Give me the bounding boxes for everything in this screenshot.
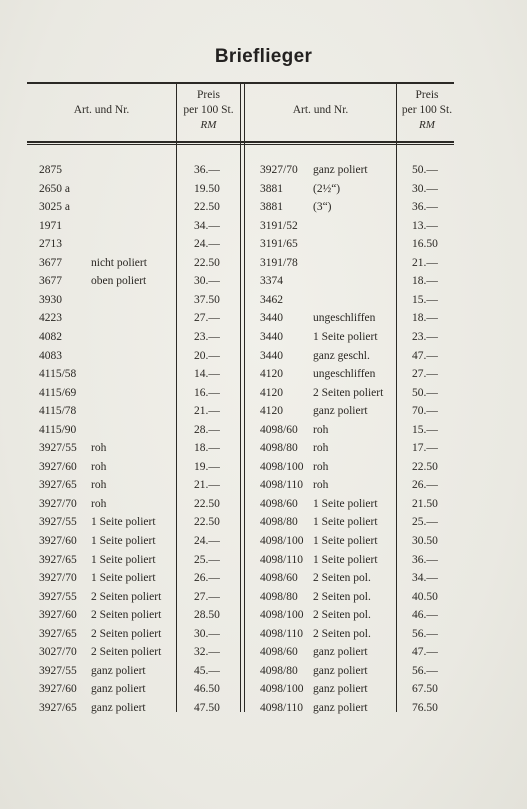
row-left-number: 4115/90 xyxy=(39,423,77,436)
row-left-number: 3927/65 xyxy=(39,627,77,640)
row-right-number: 4098/110 xyxy=(260,553,304,566)
row-left-description: roh xyxy=(91,479,107,492)
row-left-description: ganz poliert xyxy=(91,664,146,677)
row-right-description: ungeschliffen xyxy=(313,312,376,325)
row-left-price: 26.— xyxy=(194,572,220,585)
row-right-description: roh xyxy=(313,460,329,473)
row-right-number: 4098/80 xyxy=(260,442,298,455)
row-right-number: 4120 xyxy=(260,386,283,399)
row-left-price: 22.50 xyxy=(194,516,220,529)
row-right-price: 30.— xyxy=(412,182,438,195)
header-right-price-line1: Preis xyxy=(415,89,439,101)
row-left-price: 20.— xyxy=(194,349,220,362)
row-right-price: 17.— xyxy=(412,442,438,455)
table-row xyxy=(0,680,527,699)
row-right-price: 67.50 xyxy=(412,683,438,696)
row-left-description: 1 Seite poliert xyxy=(91,553,156,566)
table-row xyxy=(0,699,527,718)
table-row xyxy=(0,254,527,273)
row-left-number: 4082 xyxy=(39,330,62,343)
row-right-price: 15.— xyxy=(412,293,438,306)
row-right-number: 3191/52 xyxy=(260,219,298,232)
row-left-number: 4223 xyxy=(39,312,62,325)
header-left-item-label: Art. und Nr. xyxy=(73,104,130,116)
table-row xyxy=(0,217,527,236)
row-right-number: 3440 xyxy=(260,330,283,343)
row-left-price: 47.50 xyxy=(194,701,220,714)
row-left-description: roh xyxy=(91,497,107,510)
row-right-number: 4098/60 xyxy=(260,572,298,585)
row-right-price: 16.50 xyxy=(412,238,438,251)
row-right-description: 2 Seiten pol. xyxy=(313,627,371,640)
table-row xyxy=(0,643,527,662)
row-right-price: 34.— xyxy=(412,572,438,585)
row-left-number: 3930 xyxy=(39,293,62,306)
row-left-number: 3927/60 xyxy=(39,683,77,696)
row-left-price: 23.— xyxy=(194,330,220,343)
row-right-description: 1 Seite poliert xyxy=(313,553,378,566)
row-left-price: 27.— xyxy=(194,590,220,603)
row-left-number: 4083 xyxy=(39,349,62,362)
table-row xyxy=(0,551,527,570)
row-left-number: 3927/55 xyxy=(39,590,77,603)
row-right-number: 4098/110 xyxy=(260,479,304,492)
row-left-price: 46.50 xyxy=(194,683,220,696)
row-left-description: 1 Seite poliert xyxy=(91,516,156,529)
row-right-price: 23.— xyxy=(412,330,438,343)
row-left-description: 2 Seiten poliert xyxy=(91,627,162,640)
table-row xyxy=(0,347,527,366)
row-right-price: 21.50 xyxy=(412,497,438,510)
row-left-number: 3927/65 xyxy=(39,553,77,566)
row-right-number: 4098/100 xyxy=(260,535,304,547)
row-right-description: 2 Seiten pol. xyxy=(313,572,371,585)
row-left-number: 3927/70 xyxy=(39,497,77,510)
row-left-price: 22.50 xyxy=(194,497,220,510)
table-row xyxy=(0,402,527,421)
row-right-price: 46.— xyxy=(412,609,438,622)
row-right-description: (2½“) xyxy=(313,182,341,195)
header-left-price-line2: per 100 St. xyxy=(183,104,234,116)
row-left-number: 3927/60 xyxy=(39,609,77,622)
header-right-price xyxy=(397,88,457,133)
header-right-currency: RM xyxy=(419,119,435,131)
row-left-description: ganz poliert xyxy=(91,701,146,714)
row-left-number: 2650 a xyxy=(39,182,70,195)
row-left-description: 2 Seiten poliert xyxy=(91,646,162,659)
row-right-price: 56.— xyxy=(412,627,438,640)
row-right-price: 13.— xyxy=(412,219,438,232)
row-left-price: 27.— xyxy=(194,312,220,325)
row-right-description: 1 Seite poliert xyxy=(313,497,378,510)
row-left-price: 30.— xyxy=(194,627,220,640)
header-left-currency: RM xyxy=(200,119,217,131)
table-row xyxy=(0,532,527,551)
table-row xyxy=(0,606,527,625)
row-right-number: 3462 xyxy=(260,293,283,306)
row-right-description: 2 Seiten pol. xyxy=(313,590,371,603)
row-right-description: 2 Seiten pol. xyxy=(313,609,371,622)
row-right-price: 36.— xyxy=(412,553,438,566)
row-right-description: 2 Seiten poliert xyxy=(313,386,384,399)
row-right-number: 3440 xyxy=(260,312,283,325)
row-left-number: 3927/60 xyxy=(39,535,77,547)
table-row xyxy=(0,272,527,291)
table-row xyxy=(0,235,527,254)
table-row xyxy=(0,198,527,217)
row-right-number: 4098/80 xyxy=(260,516,298,529)
row-left-price: 21.— xyxy=(194,479,220,492)
table-row xyxy=(0,291,527,310)
row-right-number: 3374 xyxy=(260,275,283,288)
header-left-price-line1: Preis xyxy=(197,89,220,101)
row-right-number: 3881 xyxy=(260,182,283,195)
row-right-price: 27.— xyxy=(412,368,438,381)
row-right-number: 3881 xyxy=(260,201,283,214)
row-left-number: 3927/55 xyxy=(39,664,77,677)
row-right-description: ganz geschl. xyxy=(313,349,370,362)
row-left-description: 1 Seite poliert xyxy=(91,572,156,585)
row-right-price: 40.50 xyxy=(412,590,438,603)
row-left-number: 3025 a xyxy=(39,201,70,214)
row-left-number: 3027/70 xyxy=(39,646,77,659)
row-right-number: 3191/65 xyxy=(260,238,298,251)
row-right-price: 15.— xyxy=(412,423,438,436)
row-left-number: 3927/65 xyxy=(39,701,77,714)
row-left-number: 1971 xyxy=(39,219,62,232)
table-row xyxy=(0,328,527,347)
table-row xyxy=(0,662,527,681)
row-left-price: 22.50 xyxy=(194,201,220,214)
row-right-description: ganz poliert xyxy=(313,701,368,714)
row-right-number: 4098/80 xyxy=(260,590,298,603)
row-left-description: ganz poliert xyxy=(91,683,146,696)
row-right-description: 1 Seite poliert xyxy=(313,516,378,529)
row-right-price: 70.— xyxy=(412,405,438,418)
row-left-number: 3927/55 xyxy=(39,516,77,529)
row-left-price: 36.— xyxy=(194,164,220,176)
row-right-number: 4098/100 xyxy=(260,683,304,696)
table-row xyxy=(0,365,527,384)
row-left-price: 30.— xyxy=(194,275,220,288)
row-left-description: roh xyxy=(91,460,107,473)
row-right-price: 47.— xyxy=(412,349,438,362)
row-left-number: 4115/69 xyxy=(39,386,77,399)
row-right-price: 25.— xyxy=(412,516,438,529)
row-right-description: 1 Seite poliert xyxy=(313,535,378,547)
row-left-description: roh xyxy=(91,442,107,455)
row-right-number: 4120 xyxy=(260,405,283,418)
row-right-description: ganz poliert xyxy=(313,664,368,677)
row-right-price: 36.— xyxy=(412,201,438,214)
header-right-item-label: Art. und Nr. xyxy=(292,104,349,116)
row-left-price: 28.— xyxy=(194,423,220,436)
table-row xyxy=(0,513,527,532)
row-left-number: 3927/60 xyxy=(39,460,77,473)
row-left-price: 45.— xyxy=(194,664,220,677)
row-right-number: 4098/110 xyxy=(260,627,304,640)
row-right-price: 21.— xyxy=(412,256,438,269)
row-left-price: 24.— xyxy=(194,535,220,547)
row-right-number: 4098/80 xyxy=(260,664,298,677)
table-row xyxy=(0,495,527,514)
row-left-price: 32.— xyxy=(194,646,220,659)
row-left-price: 19.50 xyxy=(194,182,220,195)
row-right-number: 4098/100 xyxy=(260,609,304,622)
header-left-item xyxy=(27,103,176,118)
header-right-item xyxy=(245,103,396,118)
table-row xyxy=(0,180,527,199)
row-right-description: ganz poliert xyxy=(313,164,368,176)
row-left-price: 24.— xyxy=(194,238,220,251)
row-right-price: 18.— xyxy=(412,275,438,288)
row-right-description: (3“) xyxy=(313,201,332,214)
row-right-price: 22.50 xyxy=(412,460,438,473)
row-left-number: 3927/55 xyxy=(39,442,77,455)
row-right-number: 3191/78 xyxy=(260,256,298,269)
table-row xyxy=(0,439,527,458)
row-right-price: 47.— xyxy=(412,646,438,659)
row-right-description: roh xyxy=(313,442,329,455)
row-right-price: 50.— xyxy=(412,386,438,399)
row-right-description: ganz poliert xyxy=(313,683,368,696)
row-right-price: 18.— xyxy=(412,312,438,325)
row-right-price: 76.50 xyxy=(412,701,438,714)
row-left-number: 3927/70 xyxy=(39,572,77,585)
row-left-price: 28.50 xyxy=(194,609,220,622)
row-right-price: 50.— xyxy=(412,164,438,176)
row-right-description: roh xyxy=(313,479,329,492)
row-right-price: 26.— xyxy=(412,479,438,492)
row-right-number: 4098/110 xyxy=(260,701,304,714)
table-row xyxy=(0,476,527,495)
table-row xyxy=(0,569,527,588)
table-row xyxy=(0,161,527,180)
row-right-number: 4098/60 xyxy=(260,423,298,436)
row-right-description: 1 Seite poliert xyxy=(313,330,378,343)
row-right-number: 3927/70 xyxy=(260,164,298,176)
row-right-number: 3440 xyxy=(260,349,283,362)
table-row xyxy=(0,309,527,328)
header-left-price xyxy=(177,88,240,133)
table-row xyxy=(0,458,527,477)
table-row xyxy=(0,384,527,403)
row-left-price: 19.— xyxy=(194,460,220,473)
row-right-price: 56.— xyxy=(412,664,438,677)
row-left-description: 2 Seiten poliert xyxy=(91,609,162,622)
row-right-description: ganz poliert xyxy=(313,405,368,418)
header-right-price-line2: per 100 St. xyxy=(401,104,453,116)
row-left-number: 4115/78 xyxy=(39,405,77,418)
row-left-price: 37.50 xyxy=(194,293,220,306)
row-left-price: 21.— xyxy=(194,405,220,418)
row-left-price: 14.— xyxy=(194,368,220,381)
table-row xyxy=(0,421,527,440)
row-left-price: 18.— xyxy=(194,442,220,455)
row-left-price: 22.50 xyxy=(194,256,220,269)
row-right-description: ungeschliffen xyxy=(313,368,376,381)
table-row xyxy=(0,625,527,644)
row-left-number: 3677 xyxy=(39,275,62,288)
row-left-description: 1 Seite poliert xyxy=(91,535,156,547)
row-left-price: 25.— xyxy=(194,553,220,566)
row-left-price: 34.— xyxy=(194,219,220,232)
row-left-number: 3677 xyxy=(39,256,62,269)
row-right-number: 4098/60 xyxy=(260,646,298,659)
table-row xyxy=(0,588,527,607)
page-title: Brieflieger xyxy=(214,46,313,67)
row-left-number: 2875 xyxy=(39,164,62,176)
row-left-number: 2713 xyxy=(39,238,62,251)
row-left-price: 16.— xyxy=(194,386,220,399)
row-right-number: 4098/100 xyxy=(260,460,304,473)
row-right-description: ganz poliert xyxy=(313,646,368,659)
row-left-description: oben poliert xyxy=(91,275,147,288)
row-left-number: 3927/65 xyxy=(39,479,77,492)
row-right-number: 4098/60 xyxy=(260,497,298,510)
row-right-number: 4120 xyxy=(260,368,283,381)
row-left-description: nicht poliert xyxy=(91,256,147,269)
row-right-description: roh xyxy=(313,423,329,436)
row-left-description: 2 Seiten poliert xyxy=(91,590,162,603)
row-right-price: 30.50 xyxy=(412,535,438,547)
row-left-number: 4115/58 xyxy=(39,368,77,381)
